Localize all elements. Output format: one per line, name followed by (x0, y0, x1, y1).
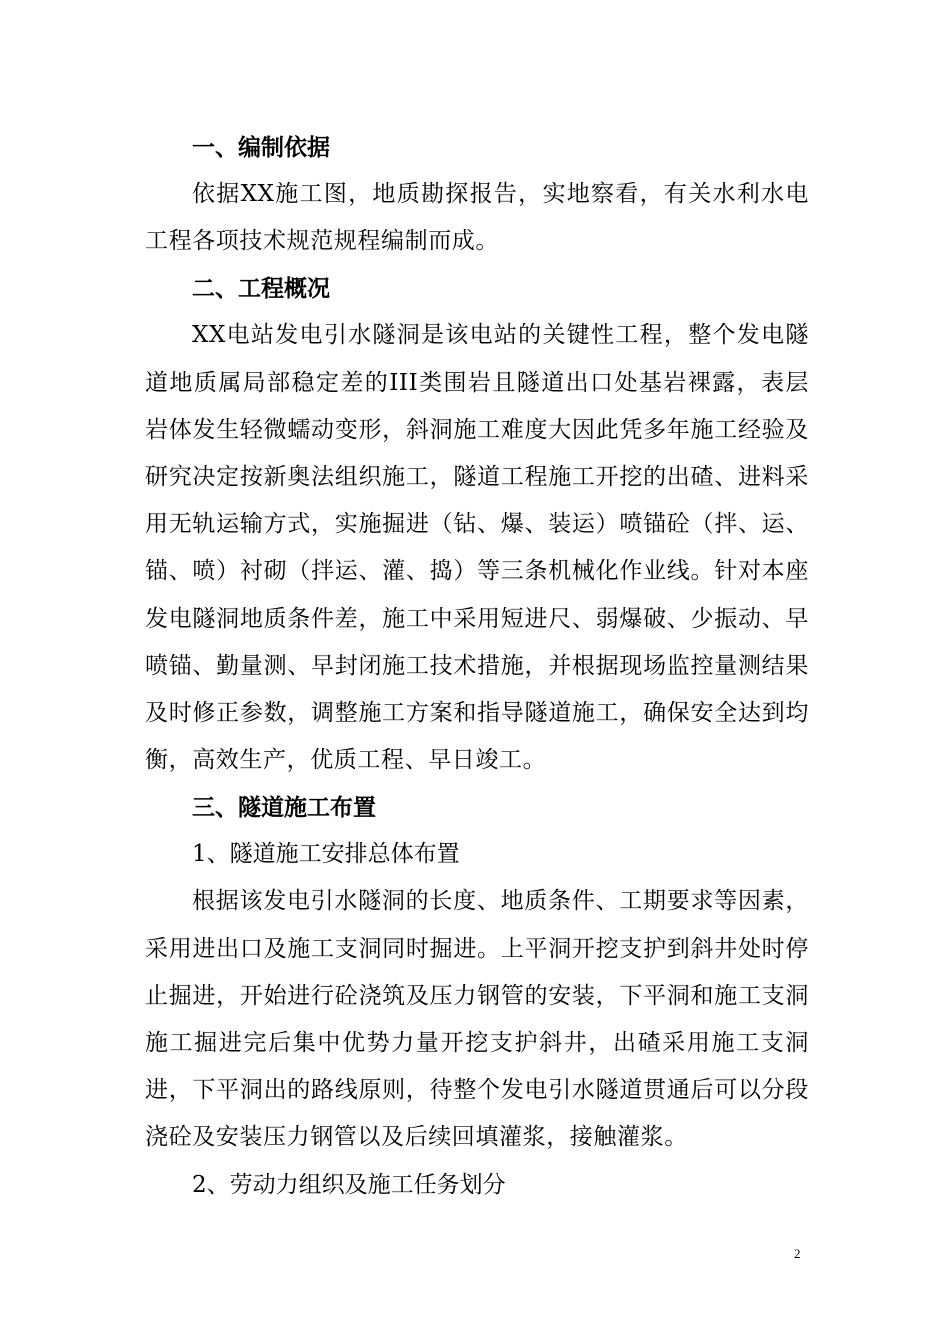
paragraph-layout: 根据该发电引水隧洞的长度、地质条件、工期要求等因素，采用进出口及施工支洞同时掘进。上平洞开挖支护到斜井处时停止掘进，开始进行砼浇筑及压力钢管的安装，下平洞和施工支洞施工掘进完后集中优势力量开挖支护斜井，出碴采用施工支洞进，下平洞出的路线原则，待整个发电引水隧道贯通后可以分段浇砼及安装压力钢管以及后续回填灌浆，接触灌浆。 (145, 888, 809, 1151)
subheading-labor-organization: 2、劳动力组织及施工任务划分 (192, 1171, 506, 1198)
page-number: 2 (794, 1246, 801, 1261)
section-heading-basis: 一、编制依据 (192, 134, 330, 161)
paragraph-overview: XX电站发电引水隧洞是该电站的关键性工程，整个发电隧道地质属局部稳定差的III类围岩且隧道出口处基岩裸露，表层岩体发生轻微蠕动变形，斜洞施工难度大因此凭多年施工经验及研究决定按新奥法组织施工，隧道工程施工开挖的出碴、进料采用无轨运输方式，实施掘进（钻、爆、装运）喷锚砼（拌、运、锚、喷）衬砌（拌运、灌、捣）等三条机械化作业线。针对本座发电隧洞地质条件差，施工中采用短进尺、弱爆破、少振动、早喷锚、勤量测、早封闭施工技术措施，并根据现场监控量测结果及时修正参数，调整施工方案和指导隧道施工，确保安全达到均衡，高效生产，优质工程、早日竣工。 (145, 322, 809, 774)
section-heading-overview: 二、工程概况 (192, 275, 330, 303)
paragraph-basis: 依据XX施工图，地质勘探报告，实地察看，有关水利水电工程各项技术规范规程编制而成。 (145, 181, 809, 255)
section-heading-layout: 三、隧道施工布置 (192, 794, 376, 822)
document-body (145, 124, 809, 1209)
subheading-overall-layout: 1、隧道施工安排总体布置 (192, 841, 460, 868)
